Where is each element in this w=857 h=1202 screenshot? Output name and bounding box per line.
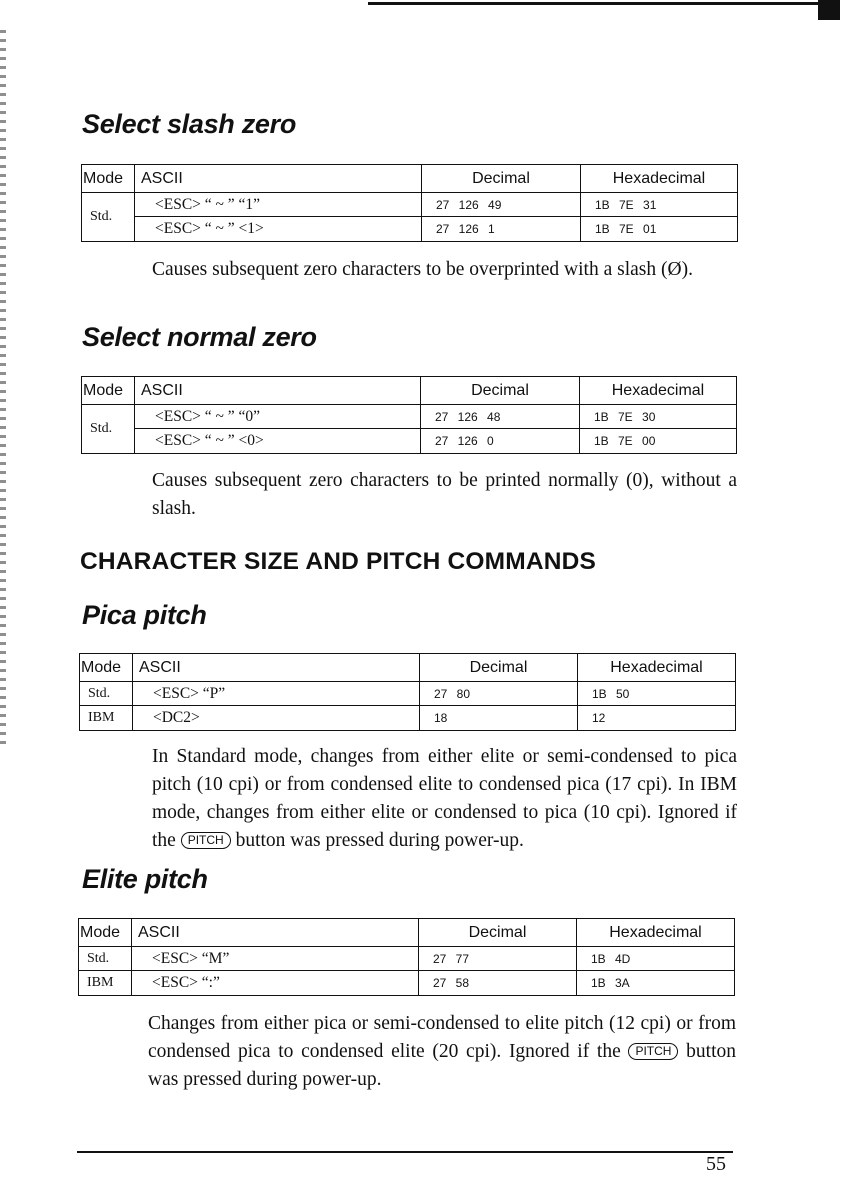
hex-cell: 1B 50 [578,682,736,706]
col-decimal: Decimal [421,377,580,405]
ascii-cell: <ESC> “ ~ ” “1” [135,193,422,217]
col-decimal: Decimal [419,919,577,947]
mode-cell: IBM [79,971,132,996]
page-number: 55 [706,1153,726,1175]
mode-cell: Std. [82,193,135,242]
decimal-cell: 27 77 [419,947,577,971]
col-hex: Hexadecimal [578,654,736,682]
hex-cell: 1B 3A [577,971,735,996]
heading-pica-pitch: Pica pitch [82,600,207,630]
col-decimal: Decimal [420,654,578,682]
col-ascii: ASCII [135,377,421,405]
scan-edge-mark [0,30,6,750]
hex-cell: 1B 7E 30 [580,405,737,429]
table-row [82,217,738,242]
decimal-cell: 27 126 49 [422,193,581,217]
hex-cell: 1B 4D [577,947,735,971]
col-mode: Mode [79,919,132,947]
table-slash-zero [81,164,738,242]
col-ascii: ASCII [135,165,422,193]
chapter-title: CHARACTER SIZE AND PITCH COMMANDS [80,548,597,575]
ascii-cell: <ESC> “:” [132,971,419,996]
hex-cell: 1B 7E 00 [580,429,737,454]
footer-rule [77,1151,733,1153]
table-row [79,947,735,971]
heading-elite-pitch: Elite pitch [82,864,208,894]
col-decimal: Decimal [422,165,581,193]
table-header-row [79,919,735,947]
heading-select-normal-zero: Select normal zero [82,322,317,352]
ascii-cell: <ESC> “P” [133,682,420,706]
ascii-cell: <ESC> “ ~ ” <1> [135,217,422,242]
table-header-row [82,377,737,405]
col-ascii: ASCII [132,919,419,947]
col-mode: Mode [82,377,135,405]
heading-select-slash-zero: Select slash zero [82,109,297,139]
table-header-row [82,165,738,193]
col-mode: Mode [80,654,133,682]
ascii-cell: <ESC> “ ~ ” <0> [135,429,421,454]
pitch-button-icon: PITCH [628,1043,678,1060]
description-pica-pitch [152,743,737,855]
description-text: button was pressed during power-up. [235,830,524,851]
mode-cell: Std. [82,405,135,454]
table-row [82,193,738,217]
col-hex: Hexadecimal [580,377,737,405]
description-text: button was pressed during power-up. [148,1041,737,1090]
description-text: Changes from either pica or semi-condensed to elite pitch (12 cpi) or from condensed pica to condensed elite (20 cpi). Ignored if the [148,1013,736,1062]
ascii-cell: <DC2> [133,706,420,731]
col-ascii: ASCII [133,654,420,682]
mode-cell: Std. [80,682,133,706]
hex-cell: 1B 7E 31 [581,193,738,217]
hex-cell: 12 [578,706,736,731]
table-row [79,971,735,996]
table-elite-pitch [78,918,735,996]
description-text: In Standard mode, changes from either elite or semi-condensed to pica pitch (10 cpi) or from condensed elite to condensed pica (17 cpi). In IBM mode, changes from either elite or condensed to pica (10 cpi). Ignored if the [152,746,737,851]
table-normal-zero [81,376,737,454]
description-slash-zero: Causes subsequent zero characters to be overprinted with a slash (Ø). [152,259,693,280]
mode-cell: IBM [80,706,133,731]
ascii-cell: <ESC> “ ~ ” “0” [135,405,421,429]
pitch-button-icon: PITCH [181,832,231,849]
table-header-row [80,654,736,682]
decimal-cell: 27 126 0 [421,429,580,454]
table-row [82,405,737,429]
table-pica-pitch [79,653,736,731]
decimal-cell: 27 126 48 [421,405,580,429]
table-row [82,429,737,454]
description-elite-pitch [148,1010,736,1094]
table-row [80,706,736,731]
ascii-cell: <ESC> “M” [132,947,419,971]
hex-cell: 1B 7E 01 [581,217,738,242]
decimal-cell: 18 [420,706,578,731]
decimal-cell: 27 80 [420,682,578,706]
description-normal-zero: Causes subsequent zero characters to be printed normally (0), without a slash. [152,470,737,519]
top-corner-mark [818,0,840,20]
top-rule [368,2,838,5]
mode-cell: Std. [79,947,132,971]
col-hex: Hexadecimal [581,165,738,193]
col-mode: Mode [82,165,135,193]
table-row [80,682,736,706]
decimal-cell: 27 58 [419,971,577,996]
decimal-cell: 27 126 1 [422,217,581,242]
col-hex: Hexadecimal [577,919,735,947]
